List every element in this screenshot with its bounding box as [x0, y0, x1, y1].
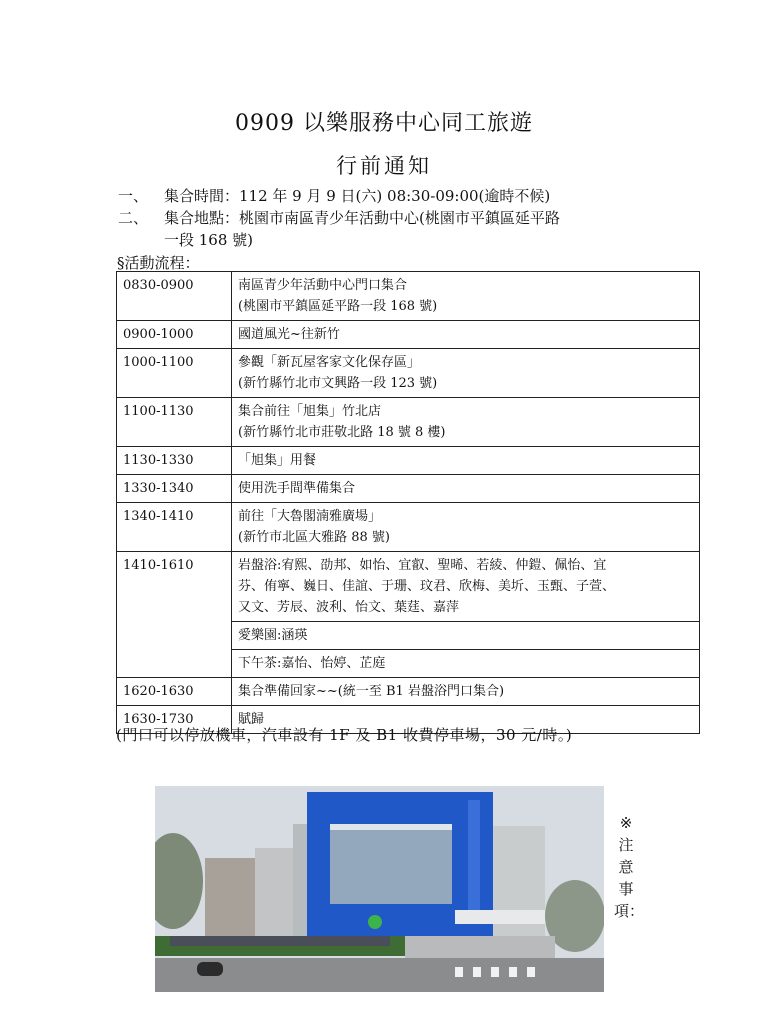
- schedule-activity: [232, 447, 700, 475]
- schedule-row: [117, 349, 700, 398]
- schedule-row: [117, 447, 700, 475]
- schedule-activity: [232, 552, 700, 622]
- activity-line: 岩盤浴:宥熙、劭邦、如怡、宜叡、聖晞、若綾、仲鎧、佩怡、宜: [238, 558, 607, 573]
- activity-line: (新竹市北區大雅路 88 號): [238, 530, 390, 545]
- side-note-char: 意: [618, 858, 634, 876]
- schedule-activity: [232, 503, 700, 552]
- schedule-row: [117, 475, 700, 503]
- document-subtitle: 行前通知: [336, 154, 432, 178]
- schedule-time: 1410-1610: [117, 552, 232, 678]
- meeting-place-continuation: 一段 168 號): [164, 231, 254, 249]
- parking-note: (門口可以停放機車，汽車設有 1F 及 B1 收費停車場，30 元/時。): [116, 726, 573, 744]
- meeting-place-text: 集合地點：桃園市南區青少年活動中心(桃園市平鎮區延平路: [164, 209, 560, 227]
- schedule-activity: [232, 650, 700, 678]
- activity-line: (桃園市平鎮區延平路一段 168 號): [238, 299, 438, 314]
- meeting-time-text: 集合時間：112 年 9 月 9 日(六) 08:30-09:00(逾時不候): [164, 187, 551, 205]
- schedule-time: 0900-1000: [117, 321, 232, 349]
- schedule-time: 1330-1340: [117, 475, 232, 503]
- schedule-row: [117, 321, 700, 349]
- schedule-time: 1130-1330: [117, 447, 232, 475]
- activity-line: 芬、侑寧、巍日、佳誼、于珊、玟君、欣梅、美圻、玉甄、子萱、: [238, 579, 616, 594]
- building-photo-icon: [155, 786, 604, 992]
- schedule-activity: [232, 622, 700, 650]
- schedule-time: 1630-1730: [117, 706, 232, 734]
- schedule-row: [117, 552, 700, 622]
- schedule-time: 1100-1130: [117, 398, 232, 447]
- schedule-time: 1340-1410: [117, 503, 232, 552]
- activity-line: 南區青少年活動中心門口集合: [238, 278, 408, 293]
- schedule-time: 1620-1630: [117, 678, 232, 706]
- meeting-info: [118, 185, 718, 251]
- activity-line: (新竹縣竹北市莊敬北路 18 號 8 樓): [238, 425, 446, 440]
- activity-line: 愛樂園:涵瑛: [238, 628, 308, 643]
- item-number: 二、: [118, 209, 149, 227]
- activity-line: 前往「大魯閣湳雅廣場」: [238, 509, 382, 524]
- side-note-char: ※: [619, 814, 633, 832]
- activity-line: 賦歸: [238, 712, 265, 727]
- side-note-char: 注: [618, 836, 634, 854]
- meeting-time-row: [118, 185, 718, 207]
- schedule-time: 0830-0900: [117, 272, 232, 321]
- side-note-char: 事: [618, 880, 634, 898]
- activity-line: 「旭集」用餐: [238, 453, 317, 468]
- schedule-heading: §活動流程：: [117, 254, 200, 272]
- schedule-activity: [232, 349, 700, 398]
- schedule-activity: [232, 398, 700, 447]
- activity-line: 國道風光~往新竹: [238, 327, 340, 342]
- activity-line: 參觀「新瓦屋客家文化保存區」: [238, 355, 421, 370]
- schedule-row: [117, 272, 700, 321]
- activity-line: 又文、芳辰、波利、怡文、葉莛、嘉萍: [238, 600, 460, 615]
- activity-line: (新竹縣竹北市文興路一段 123 號): [238, 376, 438, 391]
- schedule-activity: [232, 678, 700, 706]
- schedule-row: [117, 678, 700, 706]
- schedule-table: [116, 271, 700, 734]
- schedule-row: [117, 503, 700, 552]
- meeting-place-row: [118, 207, 718, 229]
- side-note: [614, 812, 645, 922]
- item-number: 一、: [118, 187, 149, 205]
- schedule-row: [117, 398, 700, 447]
- building-photo: [155, 786, 604, 992]
- activity-line: 使用洗手間準備集合: [238, 481, 356, 496]
- activity-line: 集合準備回家~~(統一至 B1 岩盤浴門口集合): [238, 684, 505, 699]
- side-note-char: 項：: [614, 902, 645, 920]
- schedule-time: 1000-1100: [117, 349, 232, 398]
- schedule-activity: [232, 272, 700, 321]
- schedule-activity: [232, 321, 700, 349]
- activity-line: 下午茶:嘉怡、怡婷、芷庭: [238, 656, 386, 671]
- schedule-activity: [232, 475, 700, 503]
- activity-line: 集合前往「旭集」竹北店: [238, 404, 382, 419]
- document-title: 0909 以樂服務中心同工旅遊: [235, 111, 533, 136]
